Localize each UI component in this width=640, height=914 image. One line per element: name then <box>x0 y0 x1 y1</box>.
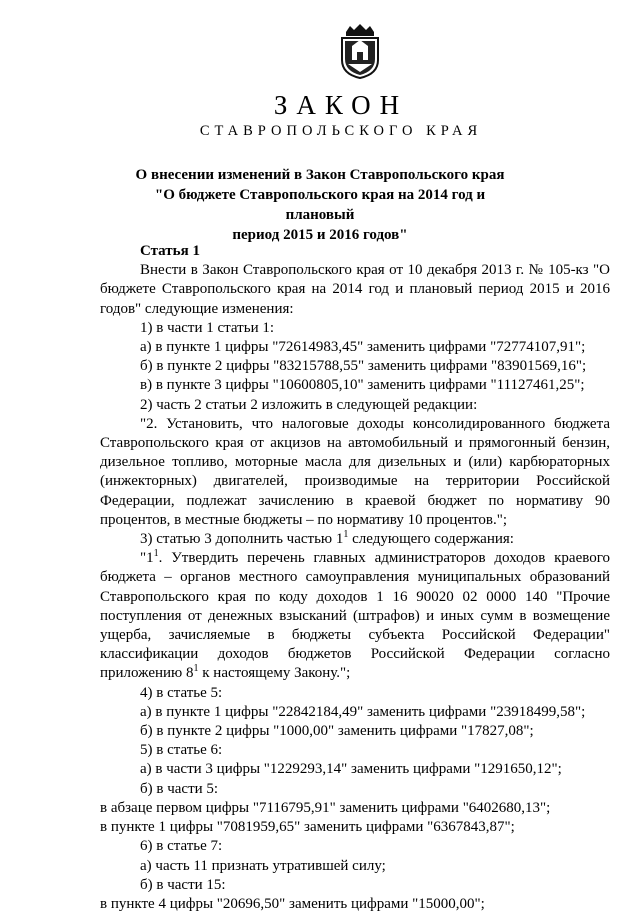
quote-part-2: "2. Установить, что налоговые доходы консолидированного бюджета Ставропольского края от акцизов на автомобильный и прямогонный бензин, дизельное топливо, моторные масла для дизельных и (или) карбюраторных (инжекторных) двигателей, производимые на территории Российской Федерации, подлежат зачислению в краевой бюджет по нормативу 90 процентов, в местные бюджеты – по нормативу 10 процентов."; <box>100 415 610 528</box>
item-5b: б) в части 5: <box>140 780 219 797</box>
superscript: 1 <box>193 663 199 675</box>
item-1c: в) в пункте 3 цифры "10600805,10" заменить цифрами "11127461,25"; <box>140 377 585 394</box>
item-6b: б) в части 15: <box>140 876 226 893</box>
item-5b-1: в абзаце первом цифры "7116795,91" заменить цифрами "6402680,13"; <box>100 799 551 816</box>
superscript: 1 <box>153 548 159 560</box>
item-1a: а) в пункте 1 цифры "72614983,45" заменить цифрами "72774107,91"; <box>140 339 586 356</box>
superscript: 1 <box>343 529 349 541</box>
item-6b-1: в пункте 4 цифры "20696,50" заменить цифрами "15000,00"; <box>100 895 485 912</box>
stavropol-coat-of-arms-icon <box>338 22 382 80</box>
item-4: 4) в статье 5: <box>140 684 223 701</box>
quote-part-1-1 <box>100 549 610 683</box>
article-title: Статья 1 <box>140 243 200 259</box>
item-2: 2) часть 2 статьи 2 изложить в следующей редакции: <box>140 396 478 413</box>
item-5a: а) в части 3 цифры "1229293,14" заменить цифрами "1291650,12"; <box>140 761 562 778</box>
item-5b-2: в пункте 1 цифры "7081959,65" заменить цифрами "6367843,87"; <box>100 819 515 836</box>
article-intro: Внести в Закон Ставропольского края от 10 декабря 2013 г. № 105-кз "О бюджете Ставропольского края на 2014 год и плановый период 2015 и 2016 годов" следующие изменения: <box>100 262 610 317</box>
heading-line: период 2015 и 2016 годов" <box>232 227 408 243</box>
item-3-text: 3) статью 3 дополнить частью 1 <box>140 531 344 548</box>
item-3-text-end: следующего содержания: <box>348 531 514 548</box>
heading-line: О внесении изменений в Закон Ставропольского края <box>135 167 505 183</box>
item-5: 5) в статье 6: <box>140 742 223 759</box>
item-4b: б) в пункте 2 цифры "1000,00" заменить цифрами "17827,08"; <box>140 723 534 740</box>
document-body <box>100 242 610 914</box>
law-title: ЗАКОН <box>273 90 409 120</box>
quote-text: "1 <box>140 550 154 567</box>
law-heading <box>120 165 520 245</box>
item-4a: а) в пункте 1 цифры "22842184,49" заменить цифрами "23918499,58"; <box>140 703 586 720</box>
item-3 <box>140 530 610 549</box>
item-6a: а) часть 11 признать утратившей силу; <box>140 857 386 874</box>
heading-line: "О бюджете Ставропольского края на 2014 год и плановый <box>154 187 486 223</box>
quote-text: . Утвердить перечень главных администраторов доходов краевого бюджета – органов местного самоуправления муниципальных образований Ставропольского края по коду доходов 1 16 90020 02 0000 140 "Прочие поступления от денежных взысканий (штрафов) и иных сумм в возмещение ущерба, зачисляемые в бюджеты субъекта Российской Федерации" классификации доходов бюджетов Российской Федерации согласно приложению 8 <box>100 550 610 682</box>
region-name: СТАВРОПОЛЬСКОГО КРАЯ <box>199 123 483 139</box>
quote-text: к настоящему Закону."; <box>198 665 351 682</box>
item-1b: б) в пункте 2 цифры "83215788,55" заменить цифрами "83901569,16"; <box>140 358 587 375</box>
item-1: 1) в части 1 статьи 1: <box>140 319 275 336</box>
item-6: 6) в статье 7: <box>140 838 223 855</box>
